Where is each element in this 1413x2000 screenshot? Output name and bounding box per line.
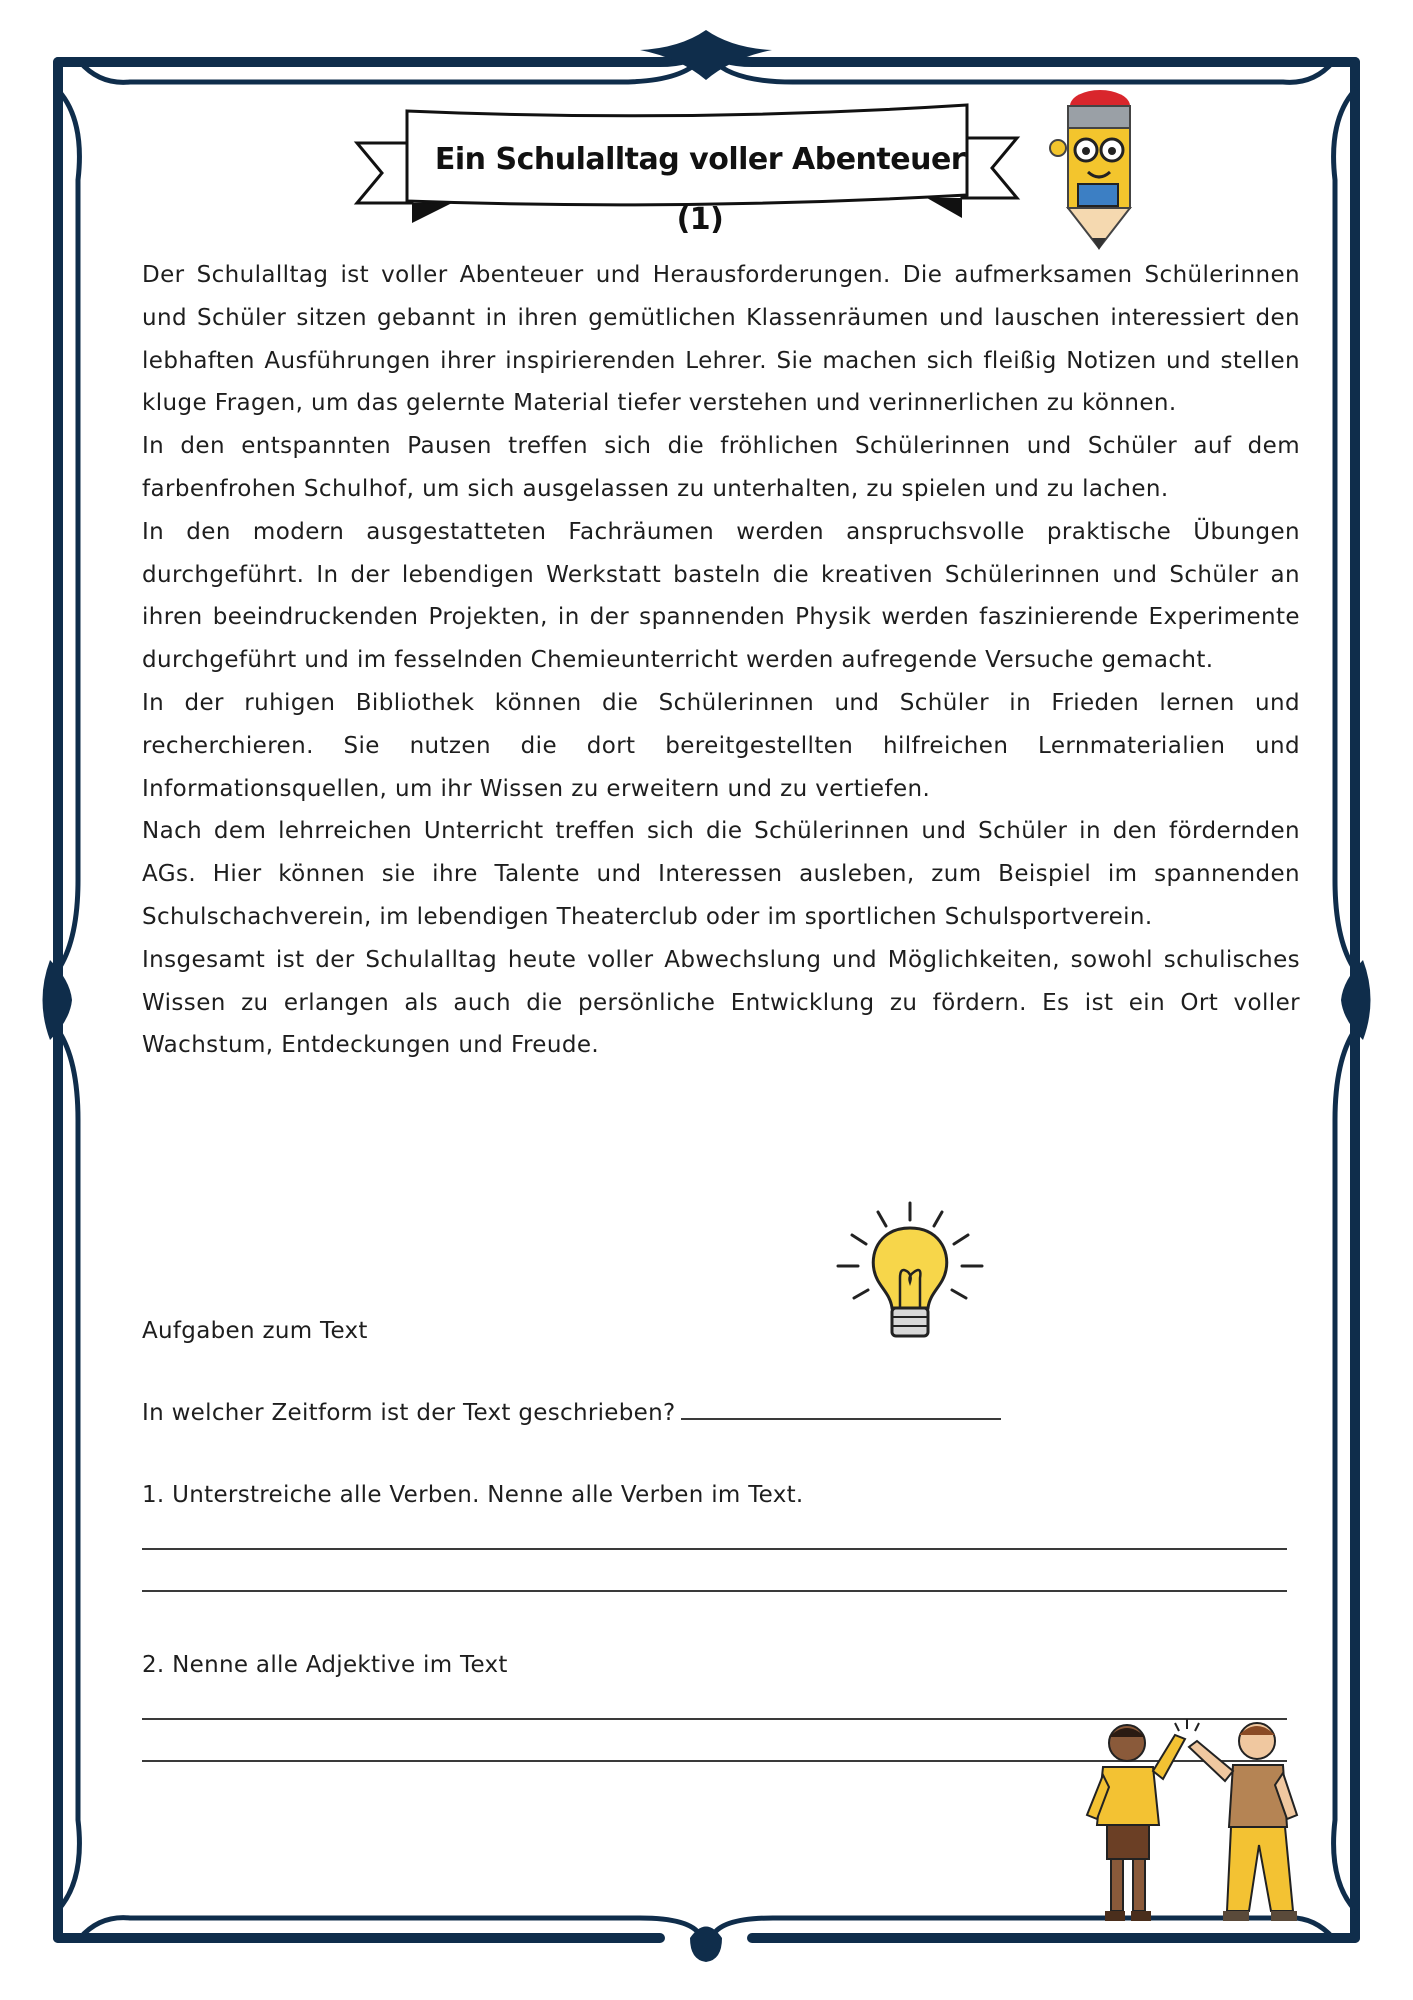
task-1: 1. Unterstreiche alle Verben. Nenne alle Verben im Text. [142, 1482, 804, 1508]
paragraph: In der ruhigen Bibliothek können die Schülerinnen und Schüler in Frieden lernen und recherchieren. Sie nutzen die dort bereitgestellten hilfreichen Lernmaterialien und Informationsquellen, um ihr Wissen zu erweitern und zu vertiefen. [142, 689, 1300, 802]
high-five-kids-illustration [1075, 1715, 1325, 1930]
tense-question: In welcher Zeitform ist der Text geschrieben? [142, 1400, 676, 1426]
pencil-mascot-icon [1038, 88, 1150, 253]
page-title: Ein Schulalltag voller Abenteuer (1) [434, 142, 966, 237]
paragraph: In den modern ausgestatteten Fachräumen werden anspruchsvolle praktische Übungen durchgeführt. In der lebendigen Werkstatt basteln die kreativen Schülerinnen und Schüler an ihren beeindruckenden Projekten, in der spannenden Physik werden faszinierende Experimente durchgeführt und im fesselnden Chemieunterricht werden aufregende Versuche gemacht. [142, 518, 1300, 674]
answer-line[interactable] [681, 1396, 1001, 1420]
task-2: 2. Nenne alle Adjektive im Text [142, 1652, 508, 1678]
tense-question-row [142, 1396, 1292, 1426]
paragraph: Nach dem lehrreichen Unterricht treffen sich die Schülerinnen und Schüler in den fördernden AGs. Hier können sie ihre Talente und Interessen ausleben, zum Beispiel im spannenden Schulschachverein, im lebendigen Theaterclub oder im sportlichen Schulsportverein. [142, 818, 1300, 930]
paragraph: Der Schulalltag ist voller Abenteuer und Herausforderungen. Die aufmerksamen Schülerinnen und Schüler sitzen gebannt in ihren gemütlichen Klassenräumen und lauschen interessiert den lebhaften Ausführungen ihrer inspirierenden Lehrer. Sie machen sich fleißig Notizen und stellen kluge Fragen, um das gelernte Material tiefer verstehen und verinnerlichen zu können. [142, 262, 1300, 417]
paragraph: In den entspannten Pausen treffen sich die fröhlichen Schülerinnen und Schüler auf dem farbenfrohen Schulhof, um sich ausgelassen zu unterhalten, zu spielen und zu lachen. [142, 433, 1300, 502]
answer-line[interactable] [142, 1548, 1287, 1550]
story-text [142, 254, 1300, 1067]
tasks-heading: Aufgaben zum Text [142, 1318, 368, 1344]
answer-line[interactable] [142, 1590, 1287, 1592]
paragraph: Insgesamt ist der Schulalltag heute voller Abwechslung und Möglichkeiten, sowohl schulisches Wissen zu erlangen als auch die persönliche Entwicklung zu fördern. Es ist ein Ort voller Wachstum, Entdeckungen und Freude. [142, 946, 1300, 1059]
